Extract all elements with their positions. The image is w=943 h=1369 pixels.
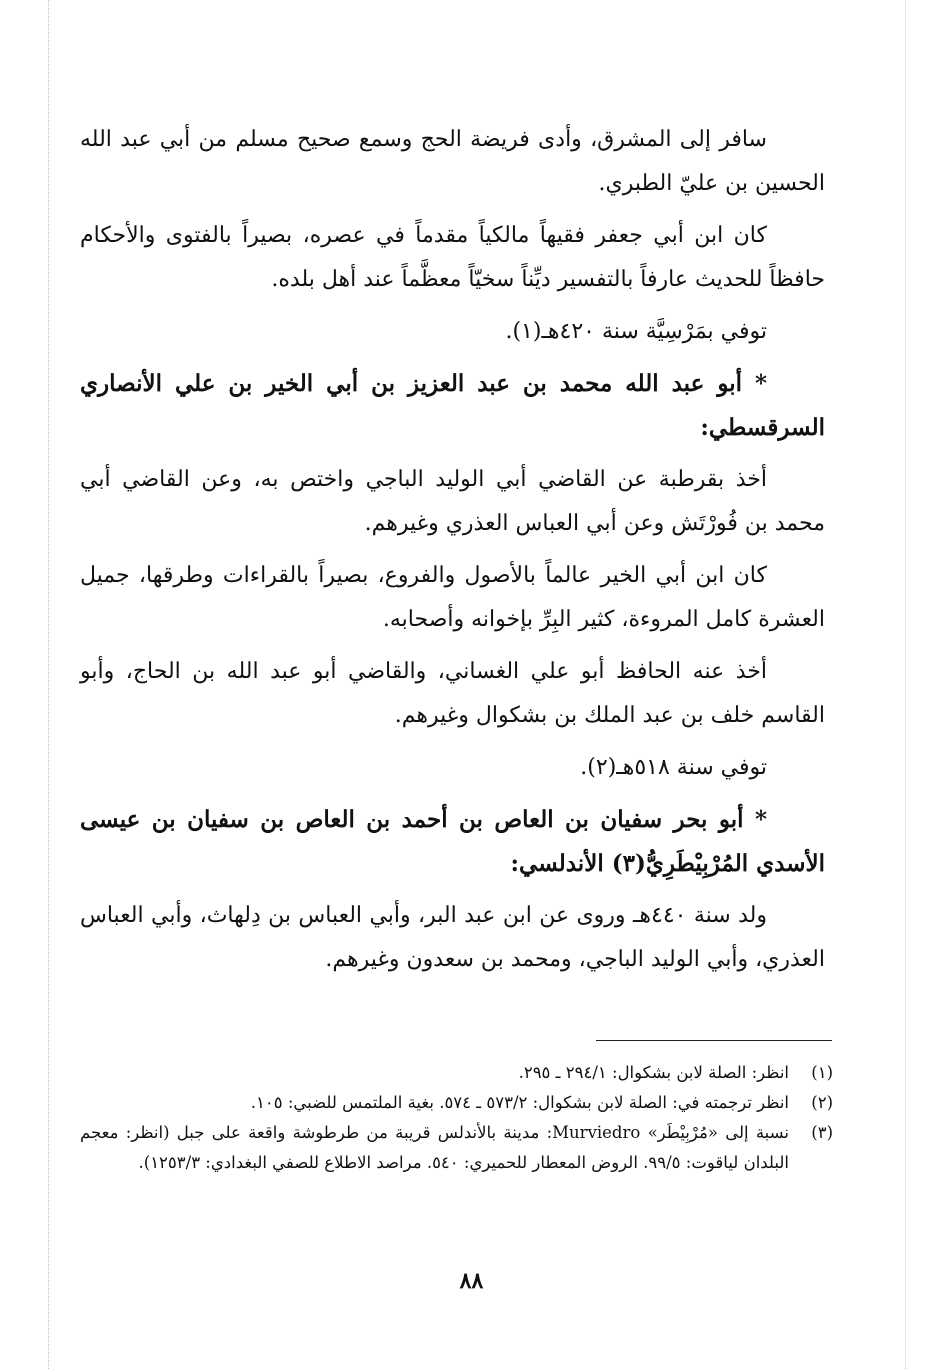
scan-edge-line	[905, 0, 906, 1369]
footnote-number: (٢)	[811, 1093, 833, 1112]
footnote	[80, 1058, 833, 1088]
footnotes	[80, 1058, 833, 1178]
footnote	[80, 1088, 833, 1118]
footnote-number: (١)	[811, 1063, 833, 1082]
entry-title: * أبو بحر سفيان بن العاص بن أحمد بن العاص بن سفيان بن عيسى الأسدي المُرْبِيْطَرِيُّ(٣) الأندلسي:	[80, 806, 825, 877]
main-text	[80, 118, 825, 990]
paragraph: توفي بمَرْسِيَّة سنة ٤٢٠هـ(١).	[505, 319, 767, 344]
paragraph: أخذ عنه الحافظ أبو علي الغساني، والقاضي أبو عبد الله بن الحاج، وأبو القاسم خلف بن عبد الملك بن بشكوال وغيرهم.	[80, 659, 825, 728]
page-number: ٨٨	[459, 1268, 484, 1294]
paragraph: توفي سنة ٥١٨هـ(٢).	[580, 755, 767, 780]
entry-title: * أبو عبد الله محمد بن عبد العزيز بن أبي الخير بن علي الأنصاري السرقسطي:	[80, 370, 825, 441]
footnote-text: انظر: الصلة لابن بشكوال: ٢٩٤/١ ـ ٢٩٥.	[518, 1063, 789, 1082]
footnote-divider	[596, 1040, 832, 1041]
scan-edge-line	[48, 0, 49, 1369]
paragraph: أخذ بقرطبة عن القاضي أبي الوليد الباجي واختص به، وعن القاضي أبي محمد بن فُورْتَش وعن أبي العباس العذري وغيرهم.	[80, 467, 825, 536]
footnote-number: (٣)	[811, 1123, 833, 1142]
paragraph: كان ابن أبي الخير عالماً بالأصول والفروع، بصيراً بالقراءات وطرقها، جميل العشرة كامل المروءة، كثير البِرِّ بإخوانه وأصحابه.	[80, 563, 825, 632]
paragraph: سافر إلى المشرق، وأدى فريضة الحج وسمع صحيح مسلم من أبي عبد الله الحسين بن عليّ الطبري.	[80, 127, 825, 196]
paragraph: ولد سنة ٤٤٠هـ وروى عن ابن عبد البر، وأبي العباس بن دِلهاث، وأبي العباس العذري، وأبي الوليد الباجي، ومحمد بن سعدون وغيرهم.	[80, 903, 825, 972]
footnote	[80, 1118, 833, 1178]
footnote-text: انظر ترجمته في: الصلة لابن بشكوال: ٥٧٣/٢ ـ ٥٧٤. بغية الملتمس للضبي: ١٠٥.	[250, 1093, 789, 1112]
paragraph: كان ابن أبي جعفر فقيهاً مالكياً مقدماً في عصره، بصيراً بالفتوى والأحكام حافظاً للحديث عارفاً بالتفسير ديِّناً سخيّاً معظَّماً عند أهل بلده.	[80, 223, 825, 292]
footnote-text: نسبة إلى «مُرْبِيْطَر» Murviedro: مدينة بالأندلس قريبة من طرطوشة واقعة على جبل (انظر: معجم البلدان لياقوت: ٩٩/٥. الروض المعطار للحميري: ٥٤٠. مراصد الاطلاع للصفي البغدادي: ١٢٥٣/٣).	[80, 1123, 789, 1172]
